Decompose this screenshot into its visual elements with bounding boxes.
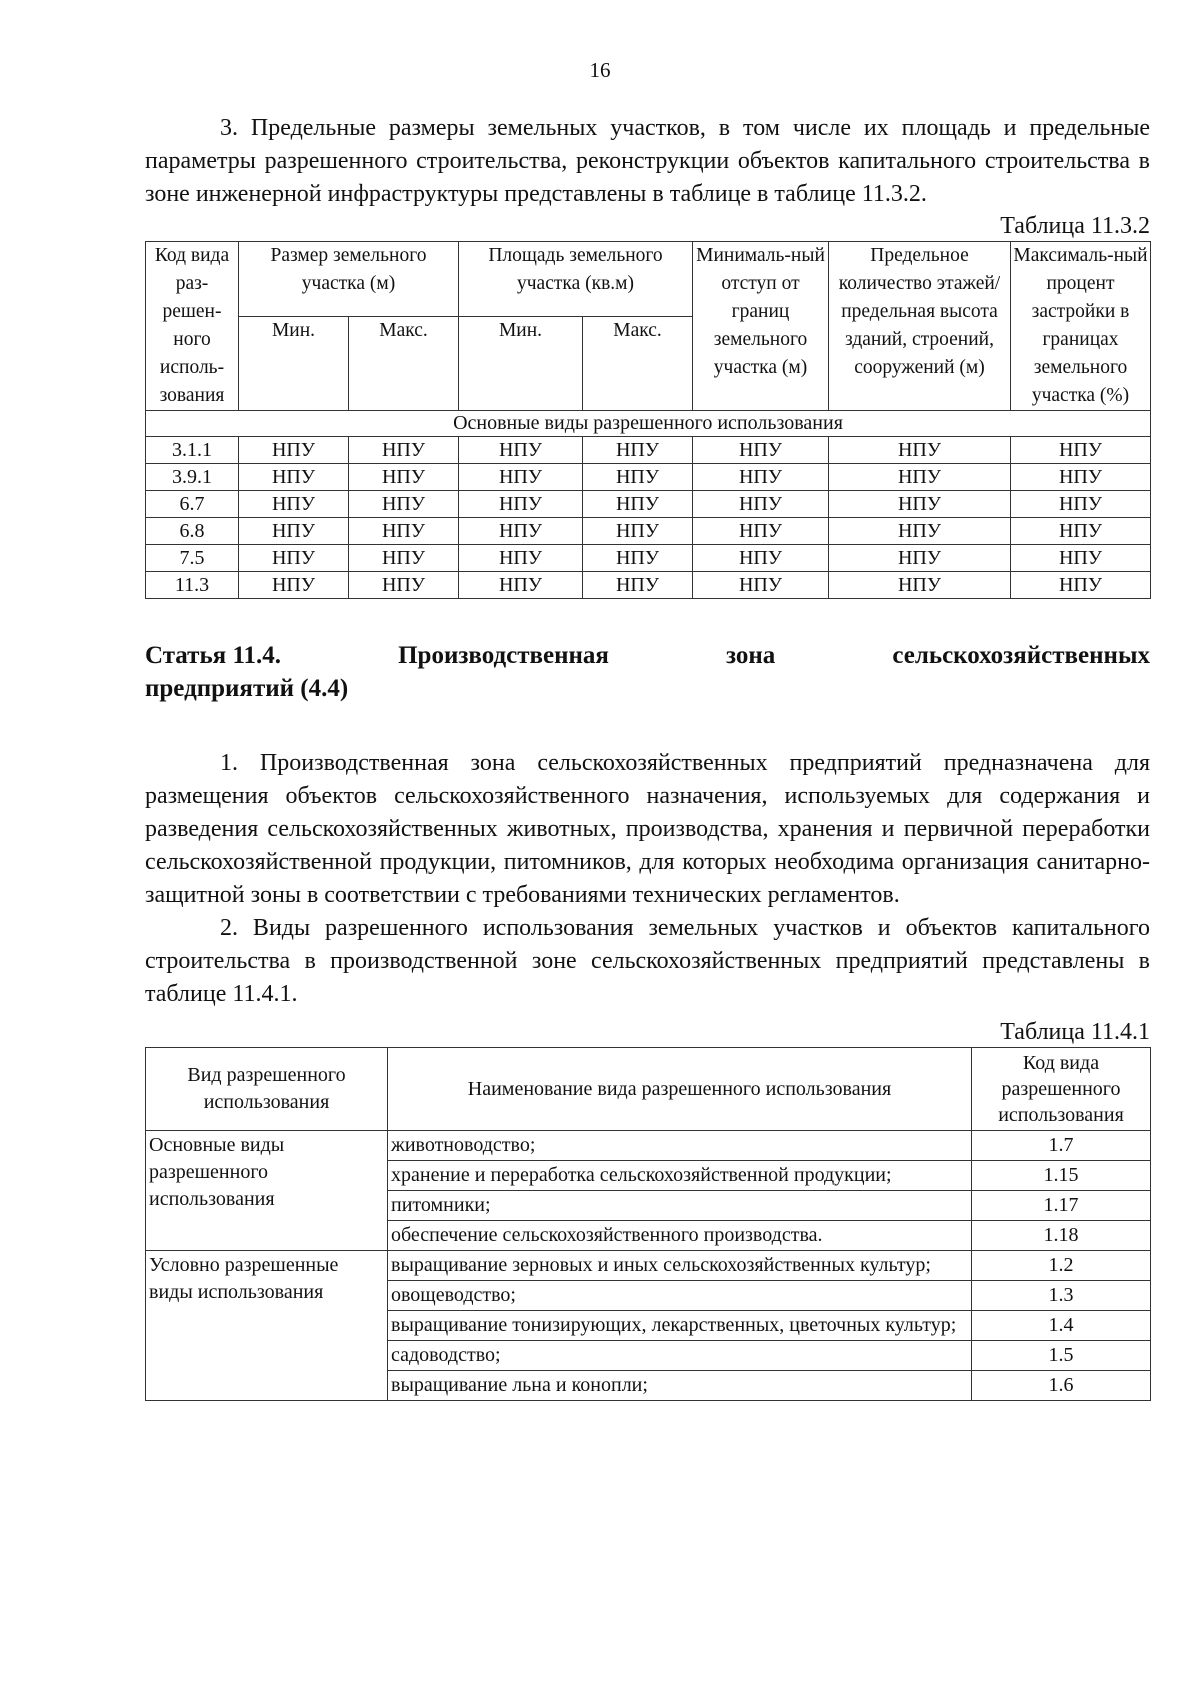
header-floors: Предельное количество этажей/ предельная высота зданий, строений, сооружений (м): [829, 242, 1011, 411]
use-code-cell: 1.7: [972, 1131, 1151, 1161]
header-type: Вид разрешенного использования: [146, 1048, 388, 1131]
paragraph-3: 3. Предельные размеры земельных участков, в том числе их площадь и предельные параметры разрешенного строительства, реконструкции объектов капитального строительства в зоне инженерной инфраструктуры представлены в таблице в таблице 11.3.2.: [145, 115, 1150, 207]
row-value-cell: НПУ: [349, 545, 459, 572]
row-value-cell: НПУ: [349, 491, 459, 518]
use-code-cell: 1.2: [972, 1251, 1151, 1281]
row-value-cell: НПУ: [459, 464, 583, 491]
use-name-cell: садоводство;: [388, 1341, 972, 1371]
row-value-cell: НПУ: [459, 545, 583, 572]
row-value-cell: НПУ: [829, 518, 1011, 545]
row-value-cell: НПУ: [239, 437, 349, 464]
group-label-cell: Основные виды разрешенного использования: [146, 1131, 388, 1251]
use-code-cell: 1.15: [972, 1161, 1151, 1191]
row-value-cell: НПУ: [1011, 545, 1151, 572]
row-code-cell: 3.1.1: [146, 437, 239, 464]
header-size-min: Мин.: [239, 317, 349, 411]
paragraph-2: 2. Виды разрешенного использования земельных участков и объектов капитального строительства в производственной зоне сельскохозяйственных предприятий представлены в таблице 11.4.1.: [145, 915, 1150, 1007]
header-area-max: Макс.: [583, 317, 693, 411]
article-heading: [145, 639, 1150, 705]
header-size: Размер земельного участка (м): [239, 242, 459, 317]
row-code-cell: 6.8: [146, 518, 239, 545]
row-value-cell: НПУ: [239, 491, 349, 518]
use-name-cell: выращивание тонизирующих, лекарственных, цветочных культур;: [388, 1311, 972, 1341]
section-row: Основные виды разрешенного использования: [146, 411, 1151, 437]
article-word: Производственная: [398, 642, 609, 669]
table-row: [146, 437, 1151, 464]
use-code-cell: 1.5: [972, 1341, 1151, 1371]
table-11-4-1-caption: Таблица 11.4.1: [1000, 1019, 1150, 1045]
table-row: [146, 1131, 1151, 1161]
row-code-cell: 7.5: [146, 545, 239, 572]
use-name-cell: выращивание льна и конопли;: [388, 1371, 972, 1401]
row-value-cell: НПУ: [349, 518, 459, 545]
use-name-cell: выращивание зерновых и иных сельскохозяйственных культур;: [388, 1251, 972, 1281]
row-value-cell: НПУ: [829, 464, 1011, 491]
use-code-cell: 1.17: [972, 1191, 1151, 1221]
header-area: Площадь земельного участка (кв.м): [459, 242, 693, 317]
page-content: [145, 112, 1150, 1401]
row-value-cell: НПУ: [583, 437, 693, 464]
use-name-cell: питомники;: [388, 1191, 972, 1221]
use-name-cell: овощеводство;: [388, 1281, 972, 1311]
page-number: 16: [589, 58, 611, 82]
article-number: Статья 11.4.: [145, 642, 282, 669]
row-value-cell: НПУ: [459, 572, 583, 599]
row-value-cell: НПУ: [583, 464, 693, 491]
header-code: Код вида раз-решен-ного исполь-зования: [146, 242, 239, 411]
row-value-cell: НПУ: [693, 437, 829, 464]
table-row: [146, 491, 1151, 518]
row-value-cell: НПУ: [459, 491, 583, 518]
article-word: зона: [726, 642, 776, 669]
row-code-cell: 6.7: [146, 491, 239, 518]
table-row: [146, 1251, 1151, 1281]
use-code-cell: 1.3: [972, 1281, 1151, 1311]
row-value-cell: НПУ: [1011, 572, 1151, 599]
header-size-max: Макс.: [349, 317, 459, 411]
row-value-cell: НПУ: [693, 464, 829, 491]
group-label-cell: Условно разрешенные виды использования: [146, 1251, 388, 1401]
row-value-cell: НПУ: [829, 545, 1011, 572]
paragraph-1: 1. Производственная зона сельскохозяйственных предприятий предназначена для размещения объектов сельскохозяйственного назначения, используемых для содержания и разведения сельскохозяйственных животных, производства, хранения и первичной переработки сельскохозяйственной продукции, питомников, для которых необходима организация санитарно-защитной зоны в соответствии с требованиями технических регламентов.: [145, 750, 1150, 908]
row-value-cell: НПУ: [693, 518, 829, 545]
table-11-4-1: [145, 1047, 1151, 1401]
header-area-min: Мин.: [459, 317, 583, 411]
row-value-cell: НПУ: [239, 464, 349, 491]
table-11-3-2-caption: Таблица 11.3.2: [1000, 213, 1150, 239]
row-value-cell: НПУ: [459, 518, 583, 545]
table-row: [146, 518, 1151, 545]
use-name-cell: хранение и переработка сельскохозяйственной продукции;: [388, 1161, 972, 1191]
table-row: [146, 545, 1151, 572]
header-percent: Максималь-ный процент застройки в границах земельного участка (%): [1011, 242, 1151, 411]
row-value-cell: НПУ: [459, 437, 583, 464]
use-code-cell: 1.18: [972, 1221, 1151, 1251]
row-value-cell: НПУ: [693, 572, 829, 599]
use-name-cell: обеспечение сельскохозяйственного производства.: [388, 1221, 972, 1251]
row-value-cell: НПУ: [239, 572, 349, 599]
row-value-cell: НПУ: [1011, 518, 1151, 545]
row-value-cell: НПУ: [1011, 437, 1151, 464]
header-offset: Минималь-ный отступ от границ земельного участка (м): [693, 242, 829, 411]
row-value-cell: НПУ: [583, 572, 693, 599]
table-row: [146, 464, 1151, 491]
row-value-cell: НПУ: [829, 572, 1011, 599]
row-value-cell: НПУ: [693, 491, 829, 518]
table-11-3-2: [145, 241, 1151, 599]
row-value-cell: НПУ: [583, 491, 693, 518]
use-code-cell: 1.6: [972, 1371, 1151, 1401]
row-value-cell: НПУ: [583, 545, 693, 572]
row-code-cell: 3.9.1: [146, 464, 239, 491]
use-name-cell: животноводство;: [388, 1131, 972, 1161]
table-row: [146, 572, 1151, 599]
use-code-cell: 1.4: [972, 1311, 1151, 1341]
article-word: сельскохозяйственных: [892, 642, 1150, 669]
row-value-cell: НПУ: [239, 545, 349, 572]
row-value-cell: НПУ: [583, 518, 693, 545]
row-value-cell: НПУ: [349, 437, 459, 464]
row-value-cell: НПУ: [829, 437, 1011, 464]
header-name: Наименование вида разрешенного использования: [388, 1048, 972, 1131]
row-value-cell: НПУ: [1011, 491, 1151, 518]
article-title-line2: предприятий (4.4): [145, 675, 349, 702]
row-value-cell: НПУ: [349, 572, 459, 599]
row-value-cell: НПУ: [693, 545, 829, 572]
row-code-cell: 11.3: [146, 572, 239, 599]
row-value-cell: НПУ: [829, 491, 1011, 518]
row-value-cell: НПУ: [239, 518, 349, 545]
row-value-cell: НПУ: [1011, 464, 1151, 491]
header-code: Код вида разрешенного использования: [972, 1048, 1151, 1131]
row-value-cell: НПУ: [349, 464, 459, 491]
